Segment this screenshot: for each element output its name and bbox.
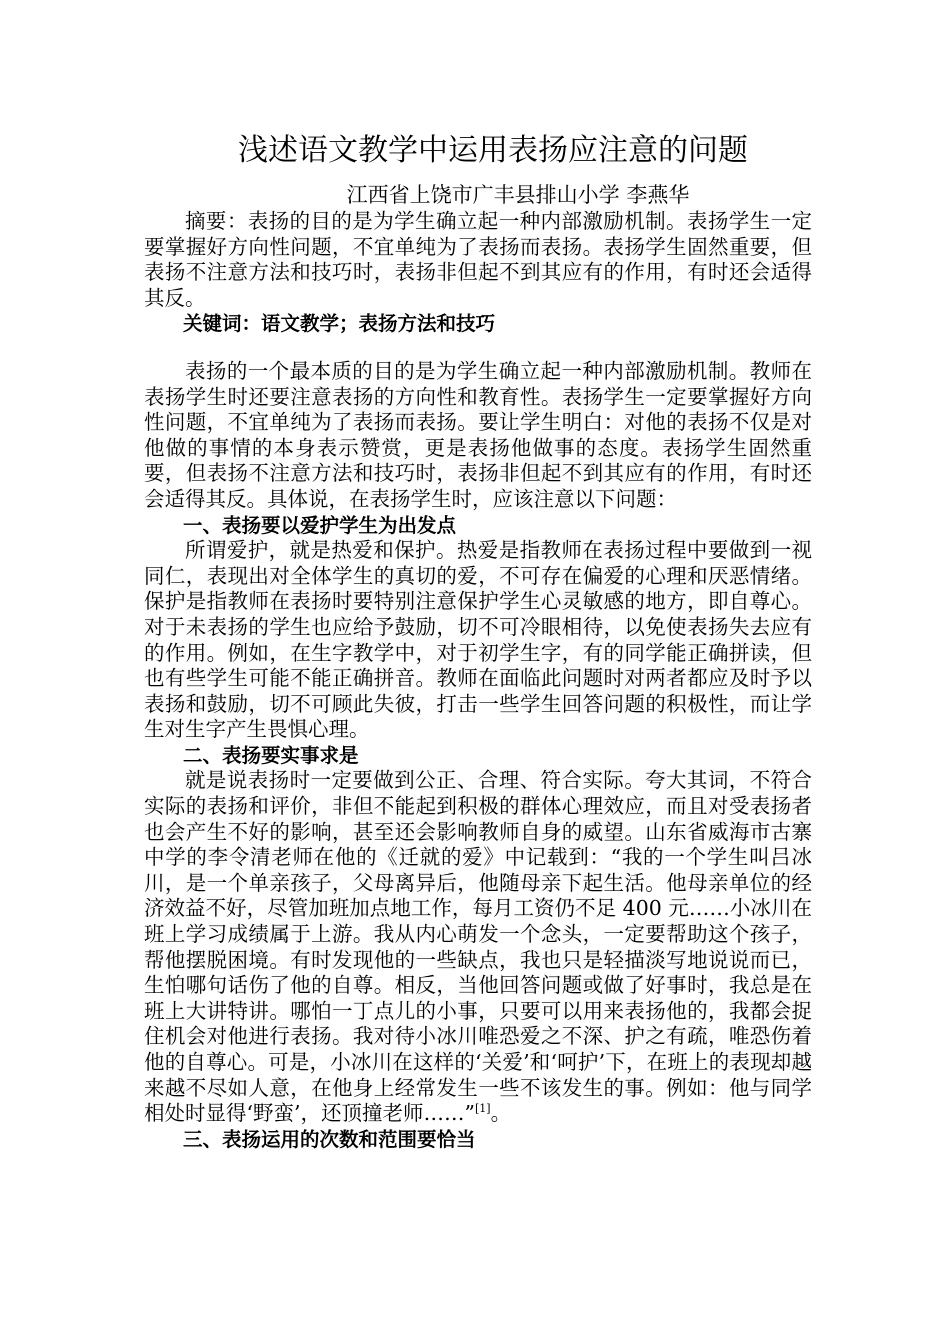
section-3-heading: 三、表扬运用的次数和范围要恰当: [183, 1127, 476, 1151]
citation-marker: [1]: [475, 1102, 491, 1116]
keywords-line: 关键词：语文教学；表扬方法和技巧: [183, 312, 496, 336]
author-line: 江西省上饶市广丰县排山小学 李燕华: [346, 183, 690, 207]
section-2-paragraph: [144, 768, 812, 1126]
section-2-end: 。: [490, 1101, 512, 1126]
section-2-heading: 二、表扬要实事求是: [183, 743, 359, 767]
document-title: 浅述语文教学中运用表扬应注意的问题: [238, 133, 748, 168]
abstract-paragraph: 摘要：表扬的目的是为学生确立起一种内部激励机制。表扬学生一定要掌握好方向性问题，不宜单纯为了表扬而表扬。表扬学生固然重要，但表扬不注意方法和技巧时，表扬非但起不到其应有的作用，有时还会适得其反。: [144, 209, 812, 310]
section-1-paragraph: 所谓爱护，就是热爱和保护。热爱是指教师在表扬过程中要做到一视同仁，表现出对全体学生的真切的爱，不可存在偏爱的心理和厌恶情绪。保护是指教师在表扬时要特别注意保护学生心灵敏感的地方，即自尊心。对于未表扬的学生也应给予鼓励，切不可冷眼相待，以免使表扬失去应有的作用。例如，在生字教学中，对于初学生字，有的同学能正确拼读，但也有些学生可能不能正确拼音。教师在面临此问题时对两者都应及时予以表扬和鼓励，切不可顾此失彼，打击一些学生回答问题的积极性，而让学生对生字产生畏惧心理。: [144, 538, 812, 742]
blank-line: [144, 337, 812, 359]
section-2-text: 就是说表扬时一定要做到公正、合理、符合实际。夸大其词，不符合实际的表扬和评价，非但不能起到积极的群体心理效应，而且对受表扬者也会产生不好的影响，甚至还会影响教师自身的威望。山东省威海市古寨中学的李令清老师在他的《迁就的爱》中记载到：“我的一个学生叫吕冰川，是一个单亲孩子，父母离异后，他随母亲下起生活。他母亲单位的经济效益不好，尽管加班加点地工作，每月工资仍不足 400 元……小冰川在班上学习成绩属于上游。我从内心萌发一个念头，一定要帮助这个孩子，帮他摆脱困境。有时发现他的一些缺点，我也只是轻描淡写地说说而已，生怕哪句话伤了他的自尊。相反，当他回答问题或做了好事时，我总是在班上大讲特讲。哪怕一丁点儿的小事，只要可以用来表扬他的，我都会捉住机会对他进行表扬。我对待小冰川唯恐爱之不深、护之有疏，唯恐伤着他的自尊心。可是，小冰川在这样的‘关爱’和‘呵护’下，在班上的表现却越来越不尽如人意，在他身上经常发生一些不该发生的事。例如：他与同学相处时显得‘野蛮’，还顶撞老师……”: [144, 768, 812, 1126]
section-1-heading: 一、表扬要以爱护学生为出发点: [183, 513, 457, 537]
document-body: [144, 133, 812, 1152]
intro-paragraph: 表扬的一个最本质的目的是为学生确立起一种内部激励机制。教师在表扬学生时还要注意表扬的方向性和教育性。表扬学生一定要掌握好方向性问题，不宜单纯为了表扬而表扬。要让学生明白：对他的表扬不仅是对他做的事情的本身表示赞赏，更是表扬他做事的态度。表扬学生固然重要，但表扬不注意方法和技巧时，表扬非但起不到其应有的作用，有时还会适得其反。具体说，在表扬学生时，应该注意以下问题：: [144, 358, 812, 511]
